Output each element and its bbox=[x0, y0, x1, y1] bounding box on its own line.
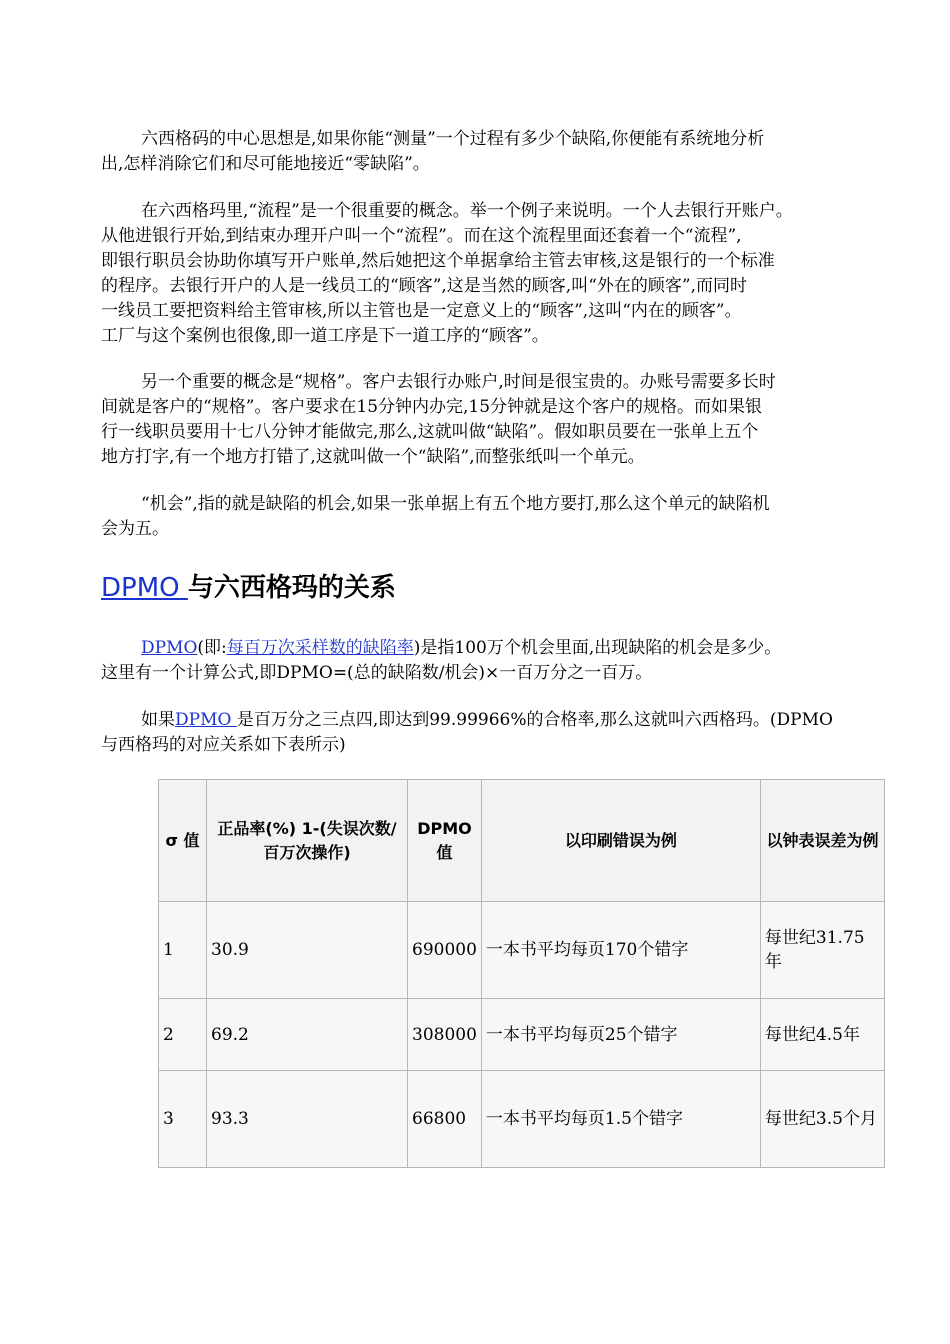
text-line: 这里有一个计算公式,即DPMO=(总的缺陷数/机会)×一百万分之一百万。 bbox=[101, 663, 653, 683]
text-line: 与西格玛的对应关系如下表所示) bbox=[101, 735, 346, 755]
header-print-example: 以印刷错误为例 bbox=[481, 780, 760, 902]
text-line: 间就是客户的“规格”。客户要求在15分钟内办完,15分钟就是这个客户的规格。而如果银 bbox=[101, 397, 763, 417]
defect-rate-link[interactable]: 每百万次采样数的缺陷率 bbox=[226, 638, 414, 658]
cell-print-example: 一本书平均每页170个错字 bbox=[481, 902, 760, 999]
paragraph-specification bbox=[101, 370, 891, 470]
text-line: 地方打字,有一个地方打错了,这就叫做一个“缺陷”,而整张纸叫一个单元。 bbox=[101, 447, 645, 467]
text-span: )是指100万个机会里面,出现缺陷的机会是多少。 bbox=[413, 638, 782, 658]
text-line: 的程序。去银行开户的人是一线员工的“顾客”,这是当然的顾客,叫“外在的顾客”,而同时 bbox=[101, 276, 747, 296]
text-line: 工厂与这个案例也很像,即一道工序是下一道工序的“顾客”。 bbox=[101, 326, 549, 346]
text-line: 出,怎样消除它们和尽可能地接近“零缺陷”。 bbox=[101, 154, 430, 174]
cell-dpmo: 308000 bbox=[408, 999, 482, 1071]
cell-yield: 93.3 bbox=[207, 1071, 408, 1168]
text-line: 即银行职员会协助你填写开户账单,然后她把这个单据拿给主管去审核,这是银行的一个标准 bbox=[101, 251, 775, 271]
paragraph-process bbox=[101, 199, 891, 349]
cell-clock-example: 每世纪4.5年 bbox=[760, 999, 884, 1071]
cell-yield: 69.2 bbox=[207, 999, 408, 1071]
cell-dpmo: 66800 bbox=[408, 1071, 482, 1168]
text-span: (即: bbox=[197, 638, 227, 658]
cell-print-example: 一本书平均每页25个错字 bbox=[481, 999, 760, 1071]
cell-sigma: 1 bbox=[159, 902, 207, 999]
cell-print-example: 一本书平均每页1.5个错字 bbox=[481, 1071, 760, 1168]
text-line: 六西格码的中心思想是,如果你能“测量”一个过程有多少个缺陷,你便能有系统地分析 bbox=[141, 129, 765, 149]
table-header-row bbox=[159, 780, 885, 902]
text-span: 是百万分之三点四,即达到99.99966%的合格率,那么这就叫六西格玛。(DPMO bbox=[236, 710, 833, 730]
header-yield: 正品率(%) 1-(失误次数/百万次操作) bbox=[207, 780, 408, 902]
cell-dpmo: 690000 bbox=[408, 902, 482, 999]
dpmo-link[interactable]: DPMO bbox=[141, 638, 198, 658]
paragraph-dpmo-definition bbox=[101, 636, 891, 686]
text-line bbox=[101, 708, 891, 733]
paragraph-six-sigma-core bbox=[101, 127, 891, 177]
section-heading bbox=[101, 570, 396, 606]
text-line: 一线员工要把资料给主管审核,所以主管也是一定意义上的“顾客”,这叫“内在的顾客”。 bbox=[101, 301, 742, 321]
paragraph-dpmo-six-sigma bbox=[101, 708, 891, 758]
sigma-dpmo-table bbox=[158, 779, 885, 1168]
text-line: 在六西格玛里,“流程”是一个很重要的概念。举一个例子来说明。一个人去银行开账户。 bbox=[141, 201, 793, 221]
text-line: 会为五。 bbox=[101, 519, 169, 539]
text-line: 行一线职员要用十七八分钟才能做完,那么,这就叫做“缺陷”。假如职员要在一张单上五个 bbox=[101, 422, 759, 442]
cell-sigma: 3 bbox=[159, 1071, 207, 1168]
heading-text: 与六西格玛的关系 bbox=[187, 573, 396, 603]
text-line bbox=[101, 636, 891, 661]
header-dpmo: DPMO值 bbox=[408, 780, 482, 902]
cell-clock-example: 每世纪31.75年 bbox=[760, 902, 884, 999]
header-sigma: σ 值 bbox=[159, 780, 207, 902]
table-row bbox=[159, 1071, 885, 1168]
text-line: “机会”,指的就是缺陷的机会,如果一张单据上有五个地方要打,那么这个单元的缺陷机 bbox=[141, 494, 770, 514]
cell-yield: 30.9 bbox=[207, 902, 408, 999]
header-clock-example: 以钟表误差为例 bbox=[760, 780, 884, 902]
dpmo-link-2[interactable]: DPMO bbox=[175, 710, 237, 730]
dpmo-heading-link[interactable]: DPMO bbox=[101, 573, 188, 603]
cell-clock-example: 每世纪3.5个月 bbox=[760, 1071, 884, 1168]
text-span: 如果 bbox=[141, 710, 175, 730]
cell-sigma: 2 bbox=[159, 999, 207, 1071]
table-row bbox=[159, 999, 885, 1071]
table-row bbox=[159, 902, 885, 999]
text-line: 从他进银行开始,到结束办理开户叫一个“流程”。而在这个流程里面还套着一个“流程”, bbox=[101, 226, 742, 246]
paragraph-opportunity bbox=[101, 492, 891, 542]
text-line: 另一个重要的概念是“规格”。客户去银行办账户,时间是很宝贵的。办账号需要多长时 bbox=[141, 372, 776, 392]
